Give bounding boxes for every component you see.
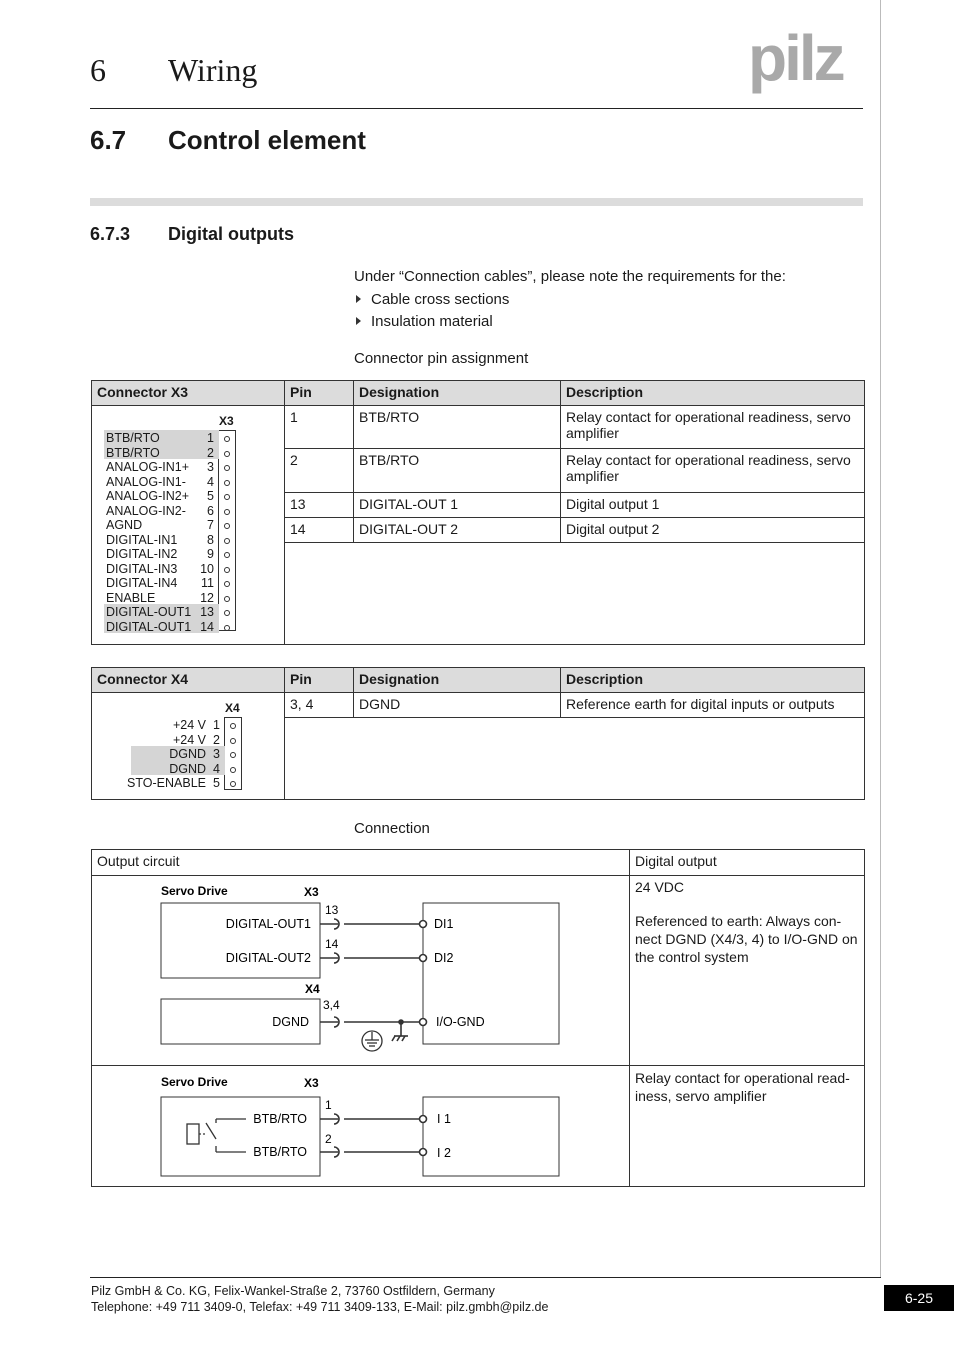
servo-drive-label: Servo Drive: [161, 1075, 228, 1089]
pin-name: ANALOG-IN2-: [106, 503, 186, 518]
pin-number: 11: [201, 576, 214, 590]
table-cell: Relay contact for operational readiness, servo amplifier: [561, 449, 865, 492]
table-header: Pin: [285, 668, 354, 693]
relay-contact-icon: [187, 1119, 246, 1152]
table-header: Designation: [354, 668, 561, 693]
pin-number: 1: [207, 431, 214, 445]
subsection-title: Digital outputs: [168, 224, 294, 244]
btb-rto-label-2: BTB/RTO: [253, 1145, 307, 1159]
table-cell: DIGITAL-OUT 1: [354, 492, 561, 517]
table-cell: 14: [285, 517, 354, 542]
pin-terminal: [224, 625, 230, 631]
servo-drive-box: [161, 903, 320, 978]
chapter-title: Wiring: [168, 52, 258, 88]
pin-1-label: 1: [325, 1098, 332, 1112]
bullet-item: Insulation material: [356, 313, 493, 330]
wire-do2: [320, 953, 427, 963]
table-cell-empty: [285, 543, 865, 645]
connector-x4-diagram: [92, 693, 285, 800]
page-number: 6-25: [884, 1285, 954, 1311]
wire-do1: [320, 919, 427, 929]
wire-dgnd: [320, 1017, 427, 1041]
i2-label: I 2: [437, 1146, 451, 1160]
bullet-arrow-icon: [356, 317, 361, 325]
i1-label: I 1: [437, 1112, 451, 1126]
table-cell-empty: [285, 718, 865, 800]
pin-number: 6: [207, 503, 214, 518]
table-header: Description: [561, 381, 865, 406]
pin-name: ANALOG-IN1+: [106, 460, 190, 474]
table-header: Output circuit: [92, 850, 630, 876]
pin-number: 4: [207, 474, 214, 489]
digital-output-desc-2: Relay contact for operational read-iness, servo amplifier: [630, 1066, 865, 1187]
pin-number: 7: [207, 518, 214, 532]
pin-name: DIGITAL-OUT1: [106, 619, 192, 634]
connection-table: [91, 849, 865, 1187]
earth-ground-icon: [362, 1031, 382, 1051]
pin-13-label: 13: [325, 903, 339, 917]
output-circuit-diagram-2: [92, 1066, 630, 1187]
bullet-item: Cable cross sections: [356, 291, 509, 308]
pin-assignment-label: Connector pin assignment: [354, 350, 529, 367]
pin-name: ANALOG-IN2+: [106, 489, 190, 503]
page-edge-line: [880, 0, 881, 1278]
pin-number: 1: [213, 718, 220, 732]
pin-number: 2: [213, 732, 220, 747]
output-circuit-diagram-1: [92, 876, 630, 1066]
pin-number: 13: [200, 605, 214, 619]
connector-label: X4: [225, 701, 240, 715]
pin-name: AGND: [106, 518, 143, 532]
connector-label: X3: [219, 414, 234, 428]
pin-terminal: [224, 494, 230, 500]
table-cell: 1: [285, 406, 354, 449]
pin-name: DIGITAL-OUT1: [106, 605, 192, 619]
table-cell: Relay contact for operational readiness, servo amplifier: [561, 406, 865, 449]
pin-terminal: [230, 767, 236, 773]
pin-terminal: [224, 451, 230, 457]
table-header: Description: [561, 668, 865, 693]
table-header: Designation: [354, 381, 561, 406]
digital-out2-label: DIGITAL-OUT2: [225, 951, 311, 965]
pin-terminal: [230, 723, 236, 729]
pin-name: DIGITAL-IN4: [106, 576, 178, 590]
pin-number: 9: [207, 547, 214, 561]
table-cell: Digital output 1: [561, 492, 865, 517]
pin-name: DGND: [169, 747, 206, 762]
footer-rule: [90, 1277, 881, 1278]
di2-label: DI2: [434, 951, 454, 965]
wire-btb2: [320, 1147, 427, 1157]
pin-terminal: [224, 523, 230, 529]
footer-address: Pilz GmbH & Co. KG, Felix-Wankel-Straße 2, 73760 Ostfildern, Germany: [91, 1284, 495, 1298]
pin-terminal: [230, 738, 236, 744]
servo-drive-box: [161, 1097, 320, 1176]
pilz-logo: [748, 28, 866, 101]
pin-terminal: [224, 610, 230, 616]
table-cell: DIGITAL-OUT 2: [354, 517, 561, 542]
table-cell: Reference earth for digital inputs or outputs: [561, 693, 865, 718]
table-cell: 2: [285, 449, 354, 492]
table-header: Connector X3: [92, 381, 285, 406]
pin-number: 3: [207, 460, 214, 474]
connection-label: Connection: [354, 820, 430, 837]
table-cell: Digital output 2: [561, 517, 865, 542]
pin-14-label: 14: [325, 937, 339, 951]
pin-terminal: [224, 567, 230, 573]
pin-number: 12: [200, 590, 214, 605]
pin-terminal: [224, 538, 230, 544]
table-cell: BTB/RTO: [354, 449, 561, 492]
pin-terminal: [224, 480, 230, 486]
pin-number: 2: [207, 445, 214, 460]
section-number: 6.7: [90, 125, 127, 155]
table-cell: 13: [285, 492, 354, 517]
table-header: Connector X4: [92, 668, 285, 693]
chapter-number: 6: [90, 52, 106, 88]
pin-terminal: [224, 581, 230, 587]
section-divider: [90, 198, 863, 206]
bullet-arrow-icon: [356, 295, 361, 303]
io-gnd-label: I/O-GND: [436, 1015, 485, 1029]
di1-label: DI1: [434, 917, 454, 931]
wire-btb1: [320, 1114, 427, 1124]
pin-name: STO-ENABLE: [127, 776, 206, 791]
table-cell: DGND: [354, 693, 561, 718]
connector-x4-table: [91, 667, 865, 800]
servo-drive-label: Servo Drive: [161, 884, 228, 898]
pin-number: 4: [213, 761, 220, 776]
x3-label: X3: [304, 885, 319, 899]
table-cell: 3, 4: [285, 693, 354, 718]
x4-label: X4: [305, 982, 320, 996]
btb-rto-label-1: BTB/RTO: [253, 1112, 307, 1126]
pin-name: BTB/RTO: [106, 445, 160, 460]
pin-name: DIGITAL-IN2: [106, 547, 178, 561]
digital-out1-label: DIGITAL-OUT1: [225, 917, 311, 931]
pin-name: DGND: [169, 761, 206, 776]
pin-name: ANALOG-IN1-: [106, 474, 186, 489]
pin-number: 10: [200, 561, 214, 576]
pin-34-label: 3,4: [323, 998, 340, 1012]
pin-name: ENABLE: [106, 590, 156, 605]
pin-name: DIGITAL-IN1: [106, 532, 178, 547]
pin-number: 5: [207, 489, 214, 503]
control-system-box: [423, 1097, 559, 1176]
pin-terminal: [224, 552, 230, 558]
pin-2-label: 2: [325, 1132, 332, 1146]
table-header: Digital output: [630, 850, 865, 876]
pin-terminal: [224, 436, 230, 442]
voltage-text: 24 VDC: [635, 879, 685, 895]
table-cell: BTB/RTO: [354, 406, 561, 449]
pin-terminal: [224, 509, 230, 515]
pin-name: DIGITAL-IN3: [106, 561, 178, 576]
footer-contact: Telephone: +49 711 3409-0, Telefax: +49 711 3409-133, E-Mail: pilz.gmbh@pilz.de: [91, 1300, 549, 1314]
table-header: Pin: [285, 381, 354, 406]
pin-terminal: [224, 596, 230, 602]
pin-number: 5: [213, 776, 220, 791]
logo-text: pilz: [748, 28, 843, 94]
x3-label: X3: [304, 1076, 319, 1090]
earth-note: Referenced to earth: Always con-nect DGND (X4/3, 4) to I/O-GND on the control system: [635, 913, 858, 965]
pin-number: 8: [207, 532, 214, 547]
pin-name: +24 V: [172, 732, 206, 747]
section-title: Control element: [168, 125, 366, 155]
subsection-number: 6.7.3: [90, 224, 131, 244]
header-rule: [90, 108, 863, 109]
pin-number: 3: [213, 747, 220, 762]
connector-x3-table: [91, 380, 865, 645]
pin-terminal: [224, 465, 230, 471]
pin-name: +24 V: [172, 718, 206, 732]
dgnd-label: DGND: [272, 1015, 309, 1029]
pin-number: 14: [200, 619, 214, 634]
intro-text: Under “Connection cables”, please note the requirements for the:: [354, 268, 786, 285]
digital-output-desc-1: [630, 876, 865, 1066]
connector-x3-diagram: [92, 406, 285, 645]
pin-name: BTB/RTO: [106, 431, 160, 445]
